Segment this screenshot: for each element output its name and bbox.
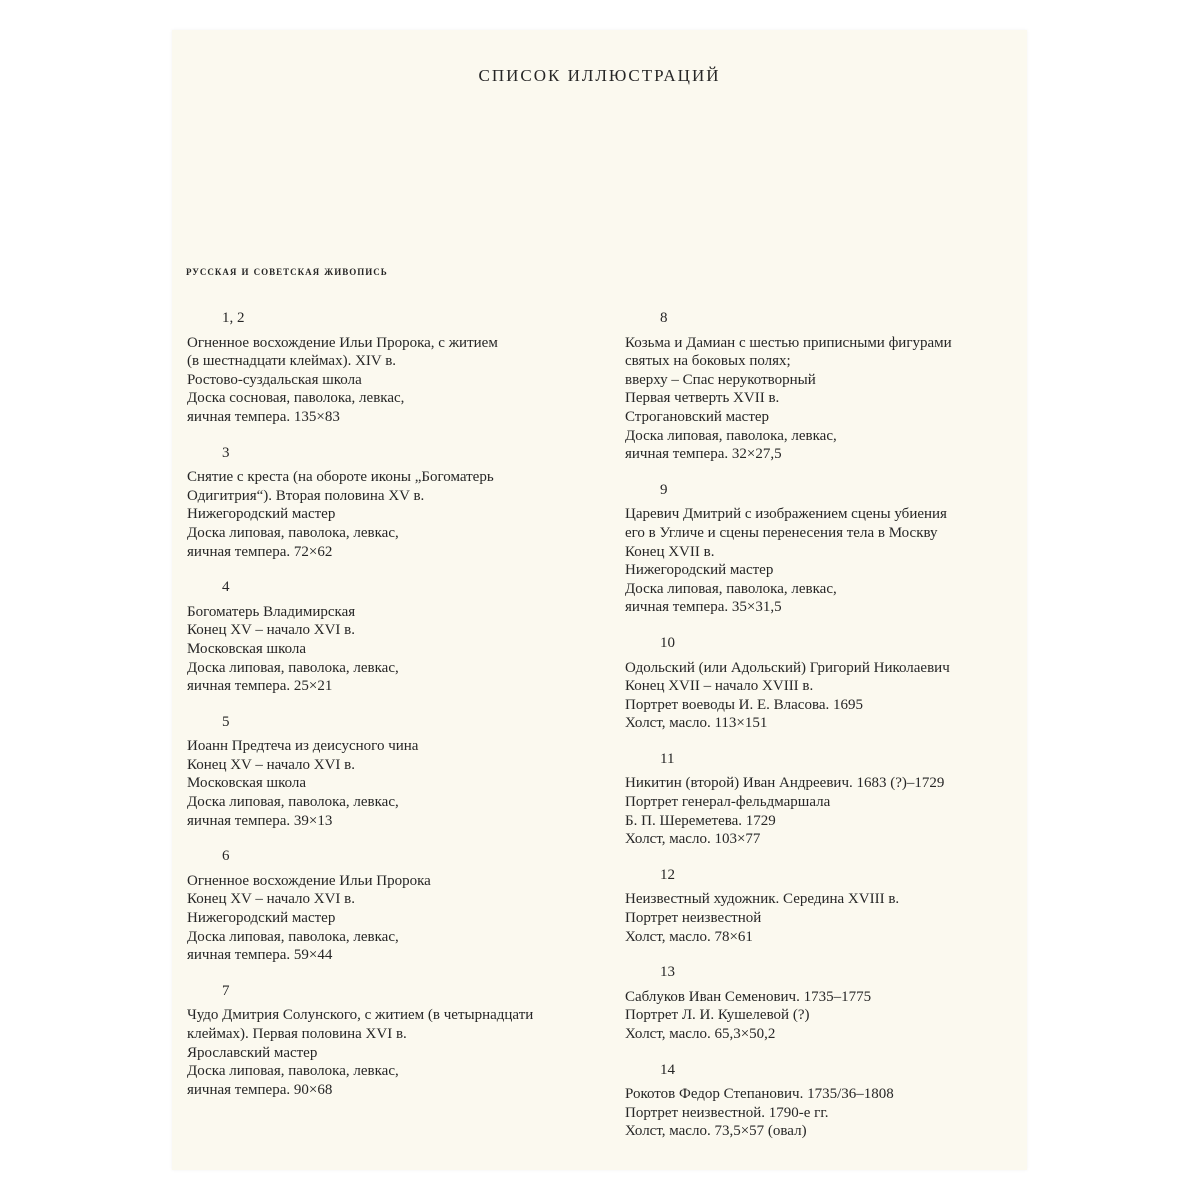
- illustration-entry: [187, 309, 607, 427]
- entry-line: Огненное восхождение Ильи Пророка, с житием: [187, 334, 498, 351]
- entry-number: 13: [660, 964, 675, 981]
- entry-number: 5: [222, 713, 230, 730]
- right-column: [625, 309, 1020, 1158]
- entry-number: 9: [660, 481, 668, 498]
- entry-line: Нижегородский мастер: [187, 506, 336, 523]
- entry-line: Московская школа: [187, 775, 307, 792]
- entry-number: 3: [222, 444, 230, 461]
- illustration-entry: [625, 750, 1020, 849]
- page-title: СПИСОК ИЛЛЮСТРАЦИЙ: [478, 66, 721, 85]
- illustration-entry: [625, 1061, 1020, 1141]
- entry-line: Доска липовая, паволока, левкас,: [187, 928, 399, 945]
- entry-line: яичная темпера. 135×83: [187, 408, 340, 425]
- entry-line: яичная темпера. 90×68: [187, 1081, 333, 1098]
- entry-line: Московская школа: [187, 640, 307, 657]
- entry-line: Доска липовая, паволока, левкас,: [625, 427, 837, 444]
- entry-line: Ярославский мастер: [187, 1044, 318, 1061]
- entry-number: 14: [660, 1061, 675, 1078]
- entry-number: 1, 2: [222, 310, 245, 326]
- entry-number: 8: [660, 310, 668, 326]
- entry-line: Первая четверть XVII в.: [625, 390, 780, 407]
- illustration-entry: [625, 866, 1020, 946]
- entry-line: Козьма и Дамиан с шестью приписными фигурами: [625, 334, 952, 351]
- entry-line: яичная темпера. 72×62: [187, 543, 333, 560]
- entry-line: Чудо Дмитрия Солунского, с житием (в четырнадцати: [187, 1007, 534, 1024]
- entry-line: Доска липовая, паволока, левкас,: [187, 1063, 399, 1080]
- left-column: [187, 309, 607, 1116]
- section-title: русская и советская живопись: [186, 264, 388, 278]
- entry-line: Доска сосновая, паволока, левкас,: [187, 390, 405, 407]
- illustration-entry: [187, 982, 607, 1100]
- entry-line: Конец XV – начало XVI в.: [187, 622, 356, 639]
- illustration-entry: [625, 963, 1020, 1043]
- entry-line: Доска липовая, паволока, левкас,: [187, 659, 399, 676]
- entry-line: Нижегородский мастер: [625, 562, 774, 579]
- entry-line: Одигитрия“). Вторая половина XV в.: [187, 487, 425, 504]
- entry-number: 6: [222, 848, 230, 865]
- entry-line: Конец XV – начало XVI в.: [187, 891, 356, 908]
- entry-line: Портрет неизвестной: [625, 910, 762, 927]
- entry-line: Строгановский мастер: [625, 408, 770, 425]
- entry-line: Конец XV – начало XVI в.: [187, 756, 356, 773]
- entry-line: Холст, масло. 65,3×50,2: [625, 1026, 776, 1042]
- entry-line: яичная темпера. 39×13: [187, 812, 333, 829]
- entry-number: 7: [222, 982, 230, 999]
- entry-line: Портрет воеводы И. Е. Власова. 1695: [625, 696, 864, 713]
- entry-line: Саблуков Иван Семенович. 1735–1775: [625, 988, 872, 1005]
- illustration-entry: [187, 444, 607, 562]
- entry-number: 11: [660, 750, 675, 767]
- entry-line: Ростово-суздальская школа: [187, 371, 362, 388]
- entry-line: Доска липовая, паволока, левкас,: [625, 580, 837, 597]
- entry-line: яичная темпера. 59×44: [187, 947, 333, 964]
- entry-line: Доска липовая, паволока, левкас,: [187, 794, 399, 811]
- entry-line: клеймах). Первая половина XVI в.: [187, 1026, 407, 1042]
- entry-line: Царевич Дмитрий с изображением сцены убиения: [625, 506, 947, 523]
- illustration-entry: [187, 578, 607, 696]
- entry-line: Богоматерь Владимирская: [187, 603, 356, 620]
- illustration-entry: [625, 481, 1020, 617]
- entry-line: Никитин (второй) Иван Андреевич. 1683 (?)–1729: [625, 775, 945, 792]
- entry-line: Нижегородский мастер: [187, 910, 336, 927]
- illustration-entry: [187, 713, 607, 831]
- entry-line: яичная темпера. 32×27,5: [625, 446, 782, 463]
- illustration-entry: [187, 847, 607, 965]
- entry-line: яичная темпера. 25×21: [187, 678, 333, 695]
- entry-line: Портрет неизвестной. 1790-е гг.: [625, 1104, 829, 1121]
- illustration-entry: [625, 634, 1020, 733]
- entry-line: святых на боковых полях;: [625, 353, 791, 370]
- entry-line: Огненное восхождение Ильи Пророка: [187, 872, 431, 889]
- entry-number: 10: [660, 634, 675, 651]
- entry-line: Неизвестный художник. Середина XVIII в.: [625, 891, 900, 908]
- entry-line: Снятие с креста (на обороте иконы „Богоматерь: [187, 469, 494, 486]
- entry-line: Холст, масло. 113×151: [625, 715, 768, 732]
- entry-line: Рокотов Федор Степанович. 1735/36–1808: [625, 1086, 894, 1103]
- entry-line: Конец XVII в.: [625, 543, 715, 560]
- document-page: [172, 30, 1027, 1170]
- entry-line: Б. П. Шереметева. 1729: [625, 812, 776, 829]
- entry-line: Одольский (или Адольский) Григорий Николаевич: [625, 659, 950, 676]
- entry-line: яичная темпера. 35×31,5: [625, 599, 782, 616]
- illustration-entry: [625, 309, 1020, 464]
- entry-line: Холст, масло. 73,5×57 (овал): [625, 1123, 807, 1140]
- entry-line: Холст, масло. 78×61: [625, 928, 753, 945]
- entry-line: Доска липовая, паволока, левкас,: [187, 524, 399, 541]
- entry-line: Портрет Л. И. Кушелевой (?): [625, 1007, 810, 1024]
- entry-line: Портрет генерал-фельдмаршала: [625, 794, 831, 811]
- entry-number: 12: [660, 866, 675, 883]
- entry-line: (в шестнадцати клеймах). XIV в.: [187, 353, 397, 370]
- entry-line: его в Угличе и сцены перенесения тела в Москву: [625, 524, 938, 541]
- entry-number: 4: [222, 579, 230, 596]
- entry-line: вверху – Спас нерукотворный: [625, 371, 816, 388]
- entry-line: Иоанн Предтеча из деисусного чина: [187, 738, 419, 755]
- entry-line: Конец XVII – начало XVIII в.: [625, 678, 814, 695]
- entry-line: Холст, масло. 103×77: [625, 831, 761, 848]
